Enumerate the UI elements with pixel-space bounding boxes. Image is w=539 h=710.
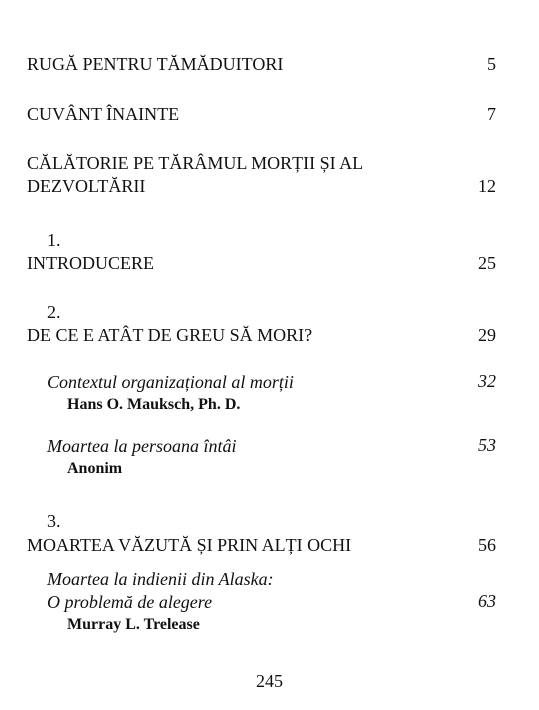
toc-entry-title: INTRODUCERE — [27, 253, 154, 273]
toc-subentry — [47, 371, 496, 416]
toc-entry-page: 7 — [487, 104, 496, 124]
subentry-page: 63 — [478, 591, 496, 611]
toc-entry-title: DE CE E ATÂT DE GREU SĂ MORI? — [27, 325, 313, 345]
toc-entry-page: 5 — [487, 54, 496, 74]
toc-subentry — [47, 568, 496, 636]
toc-subentry — [47, 435, 496, 480]
toc-entry-title: CUVÂNT ÎNAINTE — [27, 104, 180, 124]
toc-entry — [27, 53, 496, 76]
toc-entry — [27, 534, 496, 557]
chapter-number: 2. — [47, 302, 61, 322]
toc-entry — [27, 152, 496, 198]
subentry-page: 32 — [478, 371, 496, 391]
toc-entry — [27, 252, 496, 275]
toc-entry-title: CĂLĂTORIE PE TĂRÂMUL MORȚII ȘI AL DEZVOLTĂRII — [27, 153, 363, 196]
page-number: 245 — [256, 671, 283, 691]
toc-entry — [27, 103, 496, 126]
subentry-title-line2: O problemă de alegere — [47, 592, 213, 612]
toc-entry-title: RUGĂ PENTRU TĂMĂDUITORI — [27, 54, 284, 74]
chapter-number: 1. — [47, 230, 61, 250]
subentry-author: Hans O. Mauksch, Ph. D. — [67, 396, 241, 413]
subentry-author: Anonim — [67, 460, 123, 477]
subentry-title: Contextul organizațional al morții — [47, 372, 294, 392]
subentry-author: Murray L. Trelease — [67, 616, 200, 633]
toc-entry — [27, 324, 496, 347]
toc-entry-title: MOARTEA VĂZUTĂ ȘI PRIN ALȚI OCHI — [27, 535, 352, 555]
toc-entry-page: 29 — [478, 325, 496, 345]
subentry-title-line1: Moartea la indienii din Alaska: — [47, 569, 274, 589]
toc-entry-page: 56 — [478, 535, 496, 555]
toc-entry-page: 12 — [478, 176, 496, 196]
subentry-page: 53 — [478, 435, 496, 455]
subentry-title: Moartea la persoana întâi — [47, 436, 237, 456]
chapter-number: 3. — [47, 511, 61, 531]
toc-entry-page: 25 — [478, 253, 496, 273]
